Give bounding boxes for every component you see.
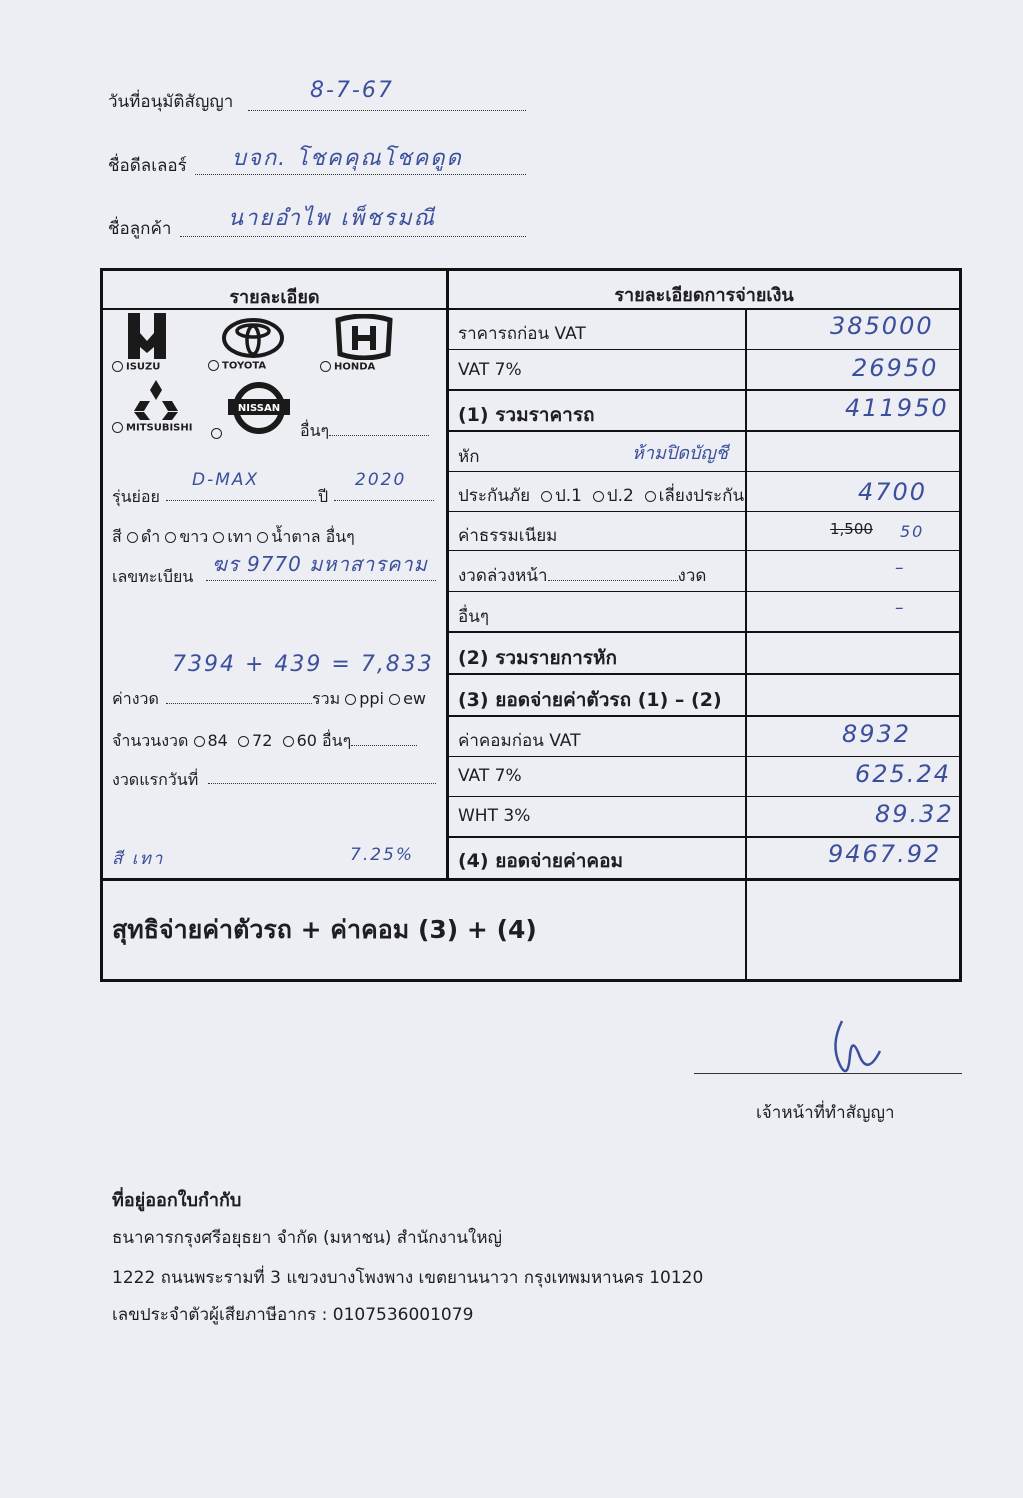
row-comm-total-value: 9467.92 <box>828 840 942 868</box>
insurance-opt-3: เลี่ยงประกัน <box>658 486 745 506</box>
plate-value: ฆร 9770 มหาสารคาม <box>212 552 428 576</box>
date-label: วันที่อนุมัติสัญญา <box>108 92 234 112</box>
year-line <box>334 500 434 501</box>
installment-total <box>312 687 426 712</box>
row-comm-value: 8932 <box>842 720 912 748</box>
terms-60: 60 <box>296 731 317 750</box>
installment-opt-ew: ew <box>403 689 427 708</box>
row-line <box>449 471 959 472</box>
column-divider <box>446 268 449 880</box>
color-label: สี <box>112 527 122 546</box>
terms-84: 84 <box>207 731 228 750</box>
radio-icon[interactable] <box>541 491 552 502</box>
radio-icon[interactable] <box>194 736 205 747</box>
row-deduct-note: ห้ามปิดบัญชี <box>632 443 728 464</box>
svg-text:NISSAN: NISSAN <box>237 403 281 414</box>
row-line <box>449 349 959 350</box>
row-total-label: (1) รวมราคารถ <box>458 404 595 426</box>
footer-line2: 1222 ถนนพระรามที่ 3 แขวงบางโพงพาง เขตยานนาวา กรุงเทพมหานคร 10120 <box>112 1268 704 1288</box>
first-due-line <box>208 783 436 784</box>
radio-icon[interactable] <box>389 694 400 705</box>
radio-icon[interactable] <box>257 532 268 543</box>
advance-label: งวดล่วงหน้า <box>458 566 548 586</box>
plate-label: เลขทะเบียน <box>112 567 194 586</box>
installment-opt-ppi: ppi <box>359 689 384 708</box>
row-insurance-value: 4700 <box>858 478 928 506</box>
terms-other: อื่นๆ <box>322 731 352 750</box>
right-title: รายละเอียดการจ่ายเงิน <box>614 285 794 306</box>
color-white: ขาว <box>179 527 209 546</box>
row-line <box>449 591 959 592</box>
installment-label: ค่างวด <box>112 689 159 708</box>
color-brown: น้ำตาล <box>271 527 321 546</box>
model-label: รุ่นย่อย <box>112 487 160 506</box>
footer-line3: เลขประจำตัวผู้เสียภาษีอากร : 0107536001079 <box>112 1305 474 1325</box>
row-line <box>449 673 959 675</box>
customer-value: นายอำไพ เพ็ชรมณี <box>228 206 437 231</box>
row-line <box>449 631 959 633</box>
row-wht-value: 89.32 <box>875 800 954 828</box>
nissan-icon <box>228 382 290 434</box>
advance-suffix: งวด <box>677 566 707 586</box>
brand-other-label: อื่นๆ <box>300 421 330 440</box>
color-other: อื่นๆ <box>325 527 355 546</box>
radio-icon[interactable] <box>345 694 356 705</box>
radio-icon <box>208 360 219 371</box>
insurance-opt-2: ป.2 <box>606 486 634 506</box>
row-comm-vat-value: 625.24 <box>855 760 951 788</box>
net-row-line <box>100 878 962 881</box>
isuzu-label: ISUZU <box>126 361 161 373</box>
row-comm-total-label: (4) ยอดจ่ายค่าคอม <box>458 850 624 872</box>
radio-icon[interactable] <box>283 736 294 747</box>
insurance-label: ประกันภัย <box>458 486 531 506</box>
row-comm-label: ค่าคอมก่อน VAT <box>458 731 581 751</box>
footer-line1: ธนาคารกรุงศรีอยุธยา จำกัด (มหาชน) สำนักงานใหญ่ <box>112 1228 503 1248</box>
signature-label: เจ้าหน้าที่ทำสัญญา <box>756 1103 895 1123</box>
isuzu-icon <box>126 313 168 359</box>
installment-value: 7394 + 439 = 7,833 <box>172 652 434 677</box>
radio-icon[interactable] <box>127 532 138 543</box>
row-insurance-label <box>458 482 744 509</box>
signature-line <box>694 1073 962 1074</box>
row-line <box>449 715 959 717</box>
honda-label: HONDA <box>334 361 376 373</box>
row-line <box>449 389 959 391</box>
customer-label: ชื่อลูกค้า <box>108 219 172 239</box>
row-line <box>449 756 959 757</box>
brand-other-line <box>329 435 429 436</box>
mitsubishi-icon <box>130 380 182 420</box>
left-title: รายละเอียด <box>229 287 320 308</box>
model-value: D-MAX <box>192 470 260 490</box>
radio-icon[interactable] <box>165 532 176 543</box>
row-advance-value: – <box>895 558 906 578</box>
value-divider <box>745 310 747 982</box>
row-line <box>449 550 959 551</box>
radio-icon[interactable] <box>213 532 224 543</box>
row-deduct-total-label: (2) รวมรายการหัก <box>458 647 618 669</box>
customer-line <box>180 236 526 237</box>
row-line <box>449 796 959 797</box>
radio-icon <box>112 361 123 372</box>
row-fee-label: ค่าธรรมเนียม <box>458 526 558 546</box>
radio-icon[interactable] <box>593 491 604 502</box>
date-line <box>248 110 526 111</box>
row-line <box>449 511 959 512</box>
footer-title: ที่อยู่ออกใบกำกับ <box>112 1190 242 1211</box>
row-price-value: 385000 <box>830 312 934 340</box>
row-line <box>449 836 959 838</box>
row-comm-vat-label: VAT 7% <box>458 766 522 786</box>
radio-icon <box>112 422 123 433</box>
color-gray: เทา <box>227 527 253 546</box>
row-fee-struck: 1,500 <box>830 520 873 538</box>
brand-other[interactable] <box>300 419 429 444</box>
first-due-label: งวดแรกวันที่ <box>112 770 199 789</box>
row-other-label: อื่นๆ <box>458 607 489 627</box>
row-car-pay-label: (3) ยอดจ่ายค่าตัวรถ (1) – (2) <box>458 689 722 711</box>
row-advance-label <box>458 562 706 589</box>
radio-icon <box>211 428 222 439</box>
installment-line <box>166 703 312 704</box>
signature-icon <box>820 1015 890 1085</box>
radio-icon <box>320 361 331 372</box>
installment-suffix: รวม <box>312 689 341 708</box>
dealer-value: บจก. โชคคุณโชคดูด <box>232 146 463 171</box>
row-price-label: ราคารถก่อน VAT <box>458 324 586 344</box>
color-black: ดำ <box>140 527 161 546</box>
row-wht-label: WHT 3% <box>458 806 531 826</box>
row-total-value: 411950 <box>845 394 949 422</box>
model-line <box>166 500 316 501</box>
radio-icon[interactable] <box>238 736 249 747</box>
toyota-label: TOYOTA <box>222 360 267 372</box>
year-label: ปี <box>318 487 329 506</box>
row-line <box>449 430 959 432</box>
note-left: สี เทา <box>112 849 165 869</box>
row-other-value: – <box>895 598 906 618</box>
color-row <box>112 525 355 550</box>
terms-row <box>112 729 417 754</box>
note-rate: 7.25% <box>350 845 415 865</box>
advance-line <box>548 580 678 581</box>
terms-72: 72 <box>252 731 273 750</box>
date-value: 8-7-67 <box>310 78 394 103</box>
honda-icon <box>334 314 394 360</box>
insurance-opt-1: ป.1 <box>554 486 582 506</box>
row-deduct-label: หัก <box>458 447 480 467</box>
plate-line <box>206 580 436 581</box>
row-fee-value: 50 <box>900 522 925 541</box>
toyota-icon <box>222 318 284 358</box>
dealer-label: ชื่อดีลเลอร์ <box>108 156 187 176</box>
terms-label: จำนวนงวด <box>112 731 189 750</box>
year-value: 2020 <box>355 470 407 490</box>
terms-other-line <box>351 745 417 746</box>
mitsubishi-label: MITSUBISHI <box>126 422 193 434</box>
row-vat-label: VAT 7% <box>458 360 522 380</box>
row-vat-value: 26950 <box>852 354 939 382</box>
net-label: สุทธิจ่ายค่าตัวรถ + ค่าคอม (3) + (4) <box>112 915 537 944</box>
radio-icon[interactable] <box>645 491 656 502</box>
